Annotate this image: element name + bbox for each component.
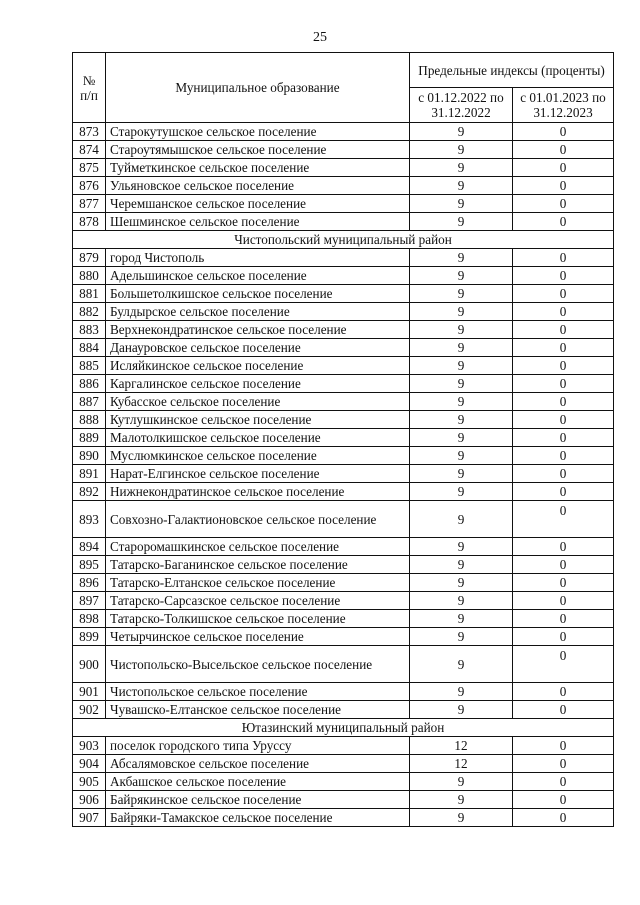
row-number: 899 — [73, 628, 106, 646]
table-row — [73, 773, 614, 791]
municipality-name: Каргалинское сельское поселение — [106, 375, 410, 393]
header-period-2023-label: с 01.01.2023 по 31.12.2023 — [520, 90, 606, 120]
table-row — [73, 701, 614, 719]
index-2022: 12 — [410, 737, 513, 755]
index-2023: 0 — [513, 483, 614, 501]
index-2023: 0 — [513, 592, 614, 610]
index-2022: 9 — [410, 339, 513, 357]
section-row — [73, 231, 614, 249]
row-number: 905 — [73, 773, 106, 791]
municipality-name: Ульяновское сельское поселение — [106, 177, 410, 195]
index-2023: 0 — [513, 285, 614, 303]
row-number: 882 — [73, 303, 106, 321]
row-number: 884 — [73, 339, 106, 357]
table-row — [73, 791, 614, 809]
index-2023: 0 — [513, 321, 614, 339]
row-number: 876 — [73, 177, 106, 195]
index-2023: 0 — [513, 303, 614, 321]
municipality-name: Чистопольское сельское поселение — [106, 683, 410, 701]
table-row — [73, 465, 614, 483]
index-2023: 0 — [513, 501, 614, 538]
table-row — [73, 447, 614, 465]
table-row — [73, 737, 614, 755]
row-number: 900 — [73, 646, 106, 683]
index-2022: 9 — [410, 773, 513, 791]
table-row — [73, 755, 614, 773]
row-number: 903 — [73, 737, 106, 755]
index-2023: 0 — [513, 447, 614, 465]
row-number: 878 — [73, 213, 106, 231]
index-2022: 9 — [410, 701, 513, 719]
index-2023: 0 — [513, 267, 614, 285]
table-row — [73, 628, 614, 646]
table-row — [73, 574, 614, 592]
municipality-name: Четырчинское сельское поселение — [106, 628, 410, 646]
row-number: 904 — [73, 755, 106, 773]
index-2023: 0 — [513, 646, 614, 683]
municipality-name: Татарско-Сарсазское сельское поселение — [106, 592, 410, 610]
header-index-group — [410, 53, 614, 88]
municipality-name: поселок городского типа Уруссу — [106, 737, 410, 755]
index-2022: 9 — [410, 501, 513, 538]
index-2022: 9 — [410, 177, 513, 195]
row-number: 895 — [73, 556, 106, 574]
row-number: 906 — [73, 791, 106, 809]
municipality-name: Старокутушское сельское поселение — [106, 123, 410, 141]
row-number: 902 — [73, 701, 106, 719]
section-title: Ютазинский муниципальный район — [73, 719, 614, 737]
index-2023: 0 — [513, 574, 614, 592]
municipality-name: Кутлушкинское сельское поселение — [106, 411, 410, 429]
table-row — [73, 592, 614, 610]
index-2022: 9 — [410, 683, 513, 701]
indices-table — [72, 52, 614, 827]
municipality-name: Данауровское сельское поселение — [106, 339, 410, 357]
index-2022: 9 — [410, 141, 513, 159]
row-number: 881 — [73, 285, 106, 303]
header-period-2023 — [513, 88, 614, 123]
index-2022: 9 — [410, 195, 513, 213]
index-2022: 9 — [410, 375, 513, 393]
table-row — [73, 393, 614, 411]
table-header — [73, 53, 614, 123]
table-row — [73, 123, 614, 141]
table-row — [73, 501, 614, 538]
municipality-name: Чувашско-Елтанское сельское поселение — [106, 701, 410, 719]
municipality-name: Татарско-Баганинское сельское поселение — [106, 556, 410, 574]
row-number: 877 — [73, 195, 106, 213]
table-row — [73, 141, 614, 159]
index-2023: 0 — [513, 737, 614, 755]
index-2022: 9 — [410, 321, 513, 339]
index-2022: 9 — [410, 429, 513, 447]
municipality-name: Большетолкишское сельское поселение — [106, 285, 410, 303]
index-2023: 0 — [513, 375, 614, 393]
index-2023: 0 — [513, 610, 614, 628]
section-row — [73, 719, 614, 737]
header-period-2022-label: с 01.12.2022 по 31.12.2022 — [418, 90, 504, 120]
index-2022: 9 — [410, 610, 513, 628]
index-2022: 9 — [410, 357, 513, 375]
header-municipality-label: Муниципальное образование — [175, 80, 340, 95]
index-2022: 9 — [410, 213, 513, 231]
index-2023: 0 — [513, 393, 614, 411]
row-number: 893 — [73, 501, 106, 538]
index-2023: 0 — [513, 465, 614, 483]
row-number: 888 — [73, 411, 106, 429]
index-2022: 9 — [410, 483, 513, 501]
municipality-name: Муслюмкинское сельское поселение — [106, 447, 410, 465]
row-number: 894 — [73, 538, 106, 556]
table-row — [73, 375, 614, 393]
header-municipality — [106, 53, 410, 123]
municipality-name: Малотолкишское сельское поселение — [106, 429, 410, 447]
row-number: 879 — [73, 249, 106, 267]
index-2022: 9 — [410, 447, 513, 465]
index-2023: 0 — [513, 755, 614, 773]
row-number: 891 — [73, 465, 106, 483]
row-number: 892 — [73, 483, 106, 501]
index-2023: 0 — [513, 411, 614, 429]
index-2023: 0 — [513, 123, 614, 141]
table-row — [73, 646, 614, 683]
row-number: 896 — [73, 574, 106, 592]
row-number: 901 — [73, 683, 106, 701]
row-number: 880 — [73, 267, 106, 285]
municipality-name: Староромашкинское сельское поселение — [106, 538, 410, 556]
row-number: 897 — [73, 592, 106, 610]
table-body — [73, 123, 614, 827]
index-2022: 9 — [410, 285, 513, 303]
index-2022: 9 — [410, 538, 513, 556]
index-2023: 0 — [513, 141, 614, 159]
table-row — [73, 321, 614, 339]
index-2022: 9 — [410, 393, 513, 411]
index-2022: 9 — [410, 646, 513, 683]
table-row — [73, 483, 614, 501]
row-number: 887 — [73, 393, 106, 411]
index-2023: 0 — [513, 159, 614, 177]
section-title: Чистопольский муниципальный район — [73, 231, 614, 249]
municipality-name: Староутямышское сельское поселение — [106, 141, 410, 159]
index-2023: 0 — [513, 249, 614, 267]
index-2022: 12 — [410, 755, 513, 773]
table-row — [73, 411, 614, 429]
table-row — [73, 339, 614, 357]
table-row — [73, 159, 614, 177]
row-number: 890 — [73, 447, 106, 465]
index-2023: 0 — [513, 213, 614, 231]
row-number: 883 — [73, 321, 106, 339]
municipality-name: Акбашское сельское поселение — [106, 773, 410, 791]
index-2022: 9 — [410, 411, 513, 429]
municipality-name: Исляйкинское сельское поселение — [106, 357, 410, 375]
header-index-group-label: Предельные индексы (проценты) — [418, 62, 605, 78]
table-row — [73, 267, 614, 285]
index-2023: 0 — [513, 357, 614, 375]
index-2022: 9 — [410, 267, 513, 285]
index-2022: 9 — [410, 809, 513, 827]
table-row — [73, 177, 614, 195]
table-row — [73, 809, 614, 827]
municipality-name: Нижнекондратинское сельское поселение — [106, 483, 410, 501]
header-period-2022 — [410, 88, 513, 123]
municipality-name: Татарско-Толкишское сельское поселение — [106, 610, 410, 628]
municipality-name: Татарско-Елтанское сельское поселение — [106, 574, 410, 592]
header-number — [73, 53, 106, 123]
index-2022: 9 — [410, 592, 513, 610]
index-2023: 0 — [513, 773, 614, 791]
index-2023: 0 — [513, 538, 614, 556]
table-row — [73, 249, 614, 267]
index-2022: 9 — [410, 159, 513, 177]
index-2023: 0 — [513, 556, 614, 574]
row-number: 886 — [73, 375, 106, 393]
row-number: 885 — [73, 357, 106, 375]
table-row — [73, 213, 614, 231]
header-number-label: № п/п — [80, 72, 98, 103]
index-2023: 0 — [513, 429, 614, 447]
index-2022: 9 — [410, 303, 513, 321]
index-2022: 9 — [410, 556, 513, 574]
index-2022: 9 — [410, 628, 513, 646]
index-2023: 0 — [513, 791, 614, 809]
municipality-name: Чистопольско-Высельское сельское поселение — [106, 646, 410, 683]
index-2023: 0 — [513, 339, 614, 357]
municipality-name: Нарат-Елгинское сельское поселение — [106, 465, 410, 483]
index-2023: 0 — [513, 701, 614, 719]
table-row — [73, 556, 614, 574]
municipality-name: Адельшинское сельское поселение — [106, 267, 410, 285]
row-number: 873 — [73, 123, 106, 141]
municipality-name: Верхнекондратинское сельское поселение — [106, 321, 410, 339]
table-row — [73, 357, 614, 375]
index-2023: 0 — [513, 195, 614, 213]
table-row — [73, 285, 614, 303]
row-number: 889 — [73, 429, 106, 447]
row-number: 874 — [73, 141, 106, 159]
index-2023: 0 — [513, 628, 614, 646]
municipality-name: Кубасское сельское поселение — [106, 393, 410, 411]
municipality-name: Туйметкинское сельское поселение — [106, 159, 410, 177]
table-row — [73, 610, 614, 628]
municipality-name: Байряки-Тамакское сельское поселение — [106, 809, 410, 827]
index-2023: 0 — [513, 683, 614, 701]
municipality-name: город Чистополь — [106, 249, 410, 267]
municipality-name: Шешминское сельское поселение — [106, 213, 410, 231]
row-number: 875 — [73, 159, 106, 177]
index-2023: 0 — [513, 809, 614, 827]
municipality-name: Байрякинское сельское поселение — [106, 791, 410, 809]
index-2023: 0 — [513, 177, 614, 195]
row-number: 898 — [73, 610, 106, 628]
index-2022: 9 — [410, 249, 513, 267]
table-row — [73, 195, 614, 213]
municipality-name: Булдырское сельское поселение — [106, 303, 410, 321]
municipality-name: Черемшанское сельское поселение — [106, 195, 410, 213]
index-2022: 9 — [410, 465, 513, 483]
table-row — [73, 429, 614, 447]
municipality-name: Абсалямовское сельское поселение — [106, 755, 410, 773]
table-row — [73, 303, 614, 321]
index-2022: 9 — [410, 574, 513, 592]
row-number: 907 — [73, 809, 106, 827]
index-2022: 9 — [410, 123, 513, 141]
municipality-name: Совхозно-Галактионовское сельское поселение — [106, 501, 410, 538]
table-row — [73, 683, 614, 701]
table-row — [73, 538, 614, 556]
index-2022: 9 — [410, 791, 513, 809]
page-number: 25 — [313, 30, 327, 45]
